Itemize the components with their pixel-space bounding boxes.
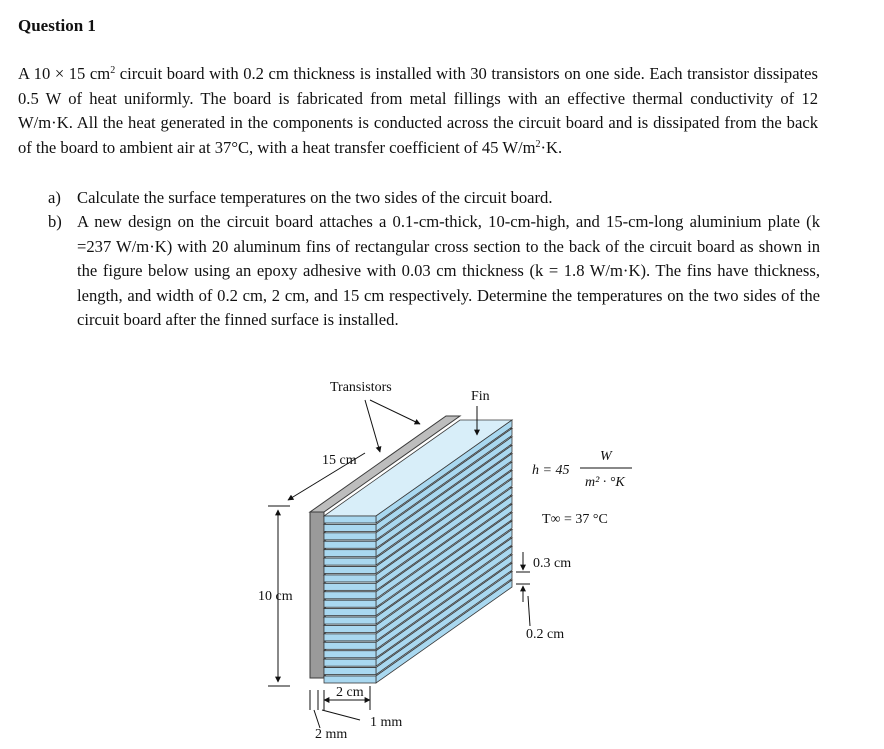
plate-thickness-label: 1 mm (370, 715, 403, 730)
sub-question-label: a) (48, 188, 61, 207)
fin-front-face (324, 541, 376, 548)
transistor-pointer-line (365, 400, 380, 452)
statement-part-1: A 10 × 15 cm (18, 64, 111, 83)
h-unit-denominator: m² · °K (585, 475, 625, 490)
statement-part-2: circuit board with 0.2 cm thickness is installed with 30 transistors on one side. Each transistor dissipates 0.5 W of heat uniformly. The board is fabricated from metal fillings with an effective thermal conductivity of 12 W/m·K. All the heat generated in the components is conducted across the circuit board and is dissipated from the back of the board to ambient air at 37°C, with a heat transfer coefficient of 45 W/m (18, 64, 818, 157)
sub-question-text: Calculate the surface temperatures on the two sides of the circuit board. (77, 188, 553, 207)
question-title: Question 1 (18, 16, 96, 35)
fin-spacing-label: 0.3 cm (533, 556, 572, 571)
ambient-temperature-label: T∞ = 37 °C (542, 512, 608, 527)
fin-front-face (324, 609, 376, 616)
superscript-cm2: 2 (110, 65, 116, 76)
fin-label: Fin (471, 389, 490, 404)
fin-front-face (324, 583, 376, 590)
finned-board-figure (230, 360, 650, 749)
sub-question-label: b) (48, 212, 62, 231)
fin-front-face (324, 651, 376, 658)
fin-front-face (324, 668, 376, 675)
h-label: h = 45 (532, 463, 570, 478)
fin-front-face (324, 558, 376, 565)
fin-front-face (324, 575, 376, 582)
fin-front-face (324, 550, 376, 557)
sub-question-b (48, 210, 820, 333)
fin-front-face (324, 592, 376, 599)
statement-part-3: ·K. (540, 137, 563, 157)
fin-front-face (324, 659, 376, 666)
fin-front-face (324, 642, 376, 649)
fin-front-face (324, 634, 376, 641)
fin-front-face (324, 567, 376, 574)
sub-question-text: A new design on the circuit board attaches a 0.1-cm-thick, 10-cm-high, and 15-cm-long aluminium plate (k =237 W/m·K) with 20 aluminum fins of rectangular cross section to the back of the circuit board as shown in the figure below using an epoxy adhesive with 0.03 cm thickness (k = 1.8 W/m·K). The fins have thickness, length, and width of 0.2 cm, 2 cm, and 15 cm respectively. Determine the temperatures on the two sides of the circuit board after the finned surface is installed. (77, 212, 820, 329)
superscript-m2: 2 (535, 138, 541, 150)
fin-front-face (324, 533, 376, 540)
fin-front-face (324, 625, 376, 632)
fin-front-face (324, 516, 376, 523)
fin-front-face (324, 676, 376, 683)
problem-statement (18, 62, 818, 160)
transistors-label: Transistors (330, 380, 392, 395)
length-label: 15 cm (322, 453, 357, 468)
transistor-pointer-line (370, 400, 420, 424)
height-label: 10 cm (258, 589, 293, 604)
fin-length-label: 2 cm (336, 685, 364, 700)
fin-front-face (324, 617, 376, 624)
fin-thickness-label: 0.2 cm (526, 627, 565, 642)
board-thickness-label: 2 mm (315, 727, 348, 742)
h-unit-numerator: W (600, 449, 612, 464)
sub-question-a (48, 186, 820, 211)
fin-front-face (324, 600, 376, 607)
fin-front-face (324, 524, 376, 531)
